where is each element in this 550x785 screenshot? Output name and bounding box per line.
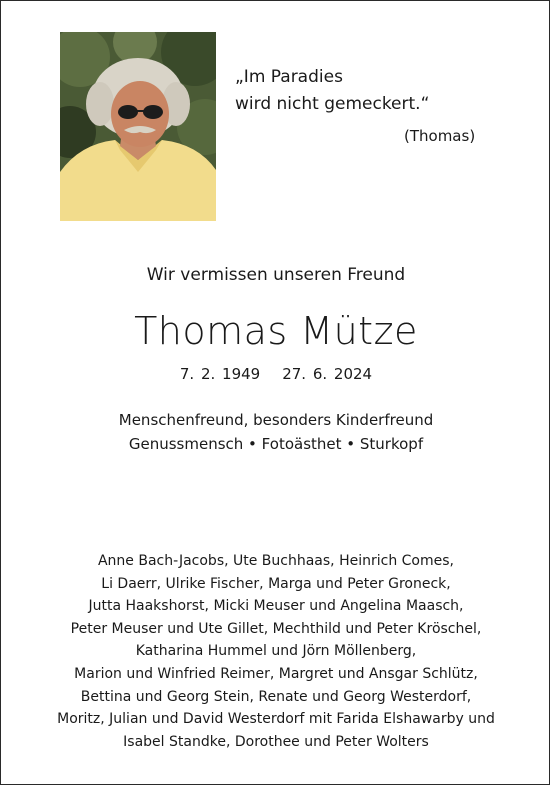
mourners-list bbox=[1, 550, 550, 753]
mourner-line: Bettina und Georg Stein, Renate und Georg Westerdorf, bbox=[80, 688, 472, 705]
mourner-line: Jutta Haakshorst, Micki Meuser und Angelina Maasch, bbox=[88, 598, 464, 615]
mourner-line: Isabel Standke, Dorothee und Peter Wolters bbox=[123, 733, 429, 750]
trait-line: Genussmensch • Fotoästhet • Sturkopf bbox=[128, 435, 424, 453]
deceased-name: Thomas Mütze bbox=[134, 309, 418, 353]
quote-block bbox=[235, 64, 485, 118]
death-date: 27. 6. 2024 bbox=[282, 365, 373, 383]
mourner-line: Li Daerr, Ulrike Fischer, Marga und Peter Groneck, bbox=[101, 575, 451, 592]
intro-text: Wir vermissen unseren Freund bbox=[146, 265, 406, 285]
mourner-line: Moritz, Julian und David Westerdorf mit Farida Elshawarby und bbox=[57, 711, 495, 728]
life-dates bbox=[1, 365, 550, 383]
mourner-line: Peter Meuser und Ute Gillet, Mechthild und Peter Kröschel, bbox=[70, 620, 482, 637]
trait-line: Menschenfreund, besonders Kinderfreund bbox=[118, 411, 434, 429]
quote-line: „Im Paradies bbox=[235, 67, 343, 87]
birth-date: 7. 2. 1949 bbox=[179, 365, 261, 383]
quote-author: (Thomas) bbox=[404, 127, 476, 145]
mourner-line: Marion und Winfried Reimer, Margret und Ansgar Schlütz, bbox=[74, 665, 478, 682]
traits-list bbox=[1, 408, 550, 456]
portrait-photo bbox=[60, 32, 216, 221]
mourner-line: Anne Bach-Jacobs, Ute Buchhaas, Heinrich Comes, bbox=[97, 553, 454, 569]
mourner-line: Katharina Hummel und Jörn Möllenberg, bbox=[135, 643, 417, 660]
quote-line: wird nicht gemeckert.“ bbox=[235, 94, 430, 114]
